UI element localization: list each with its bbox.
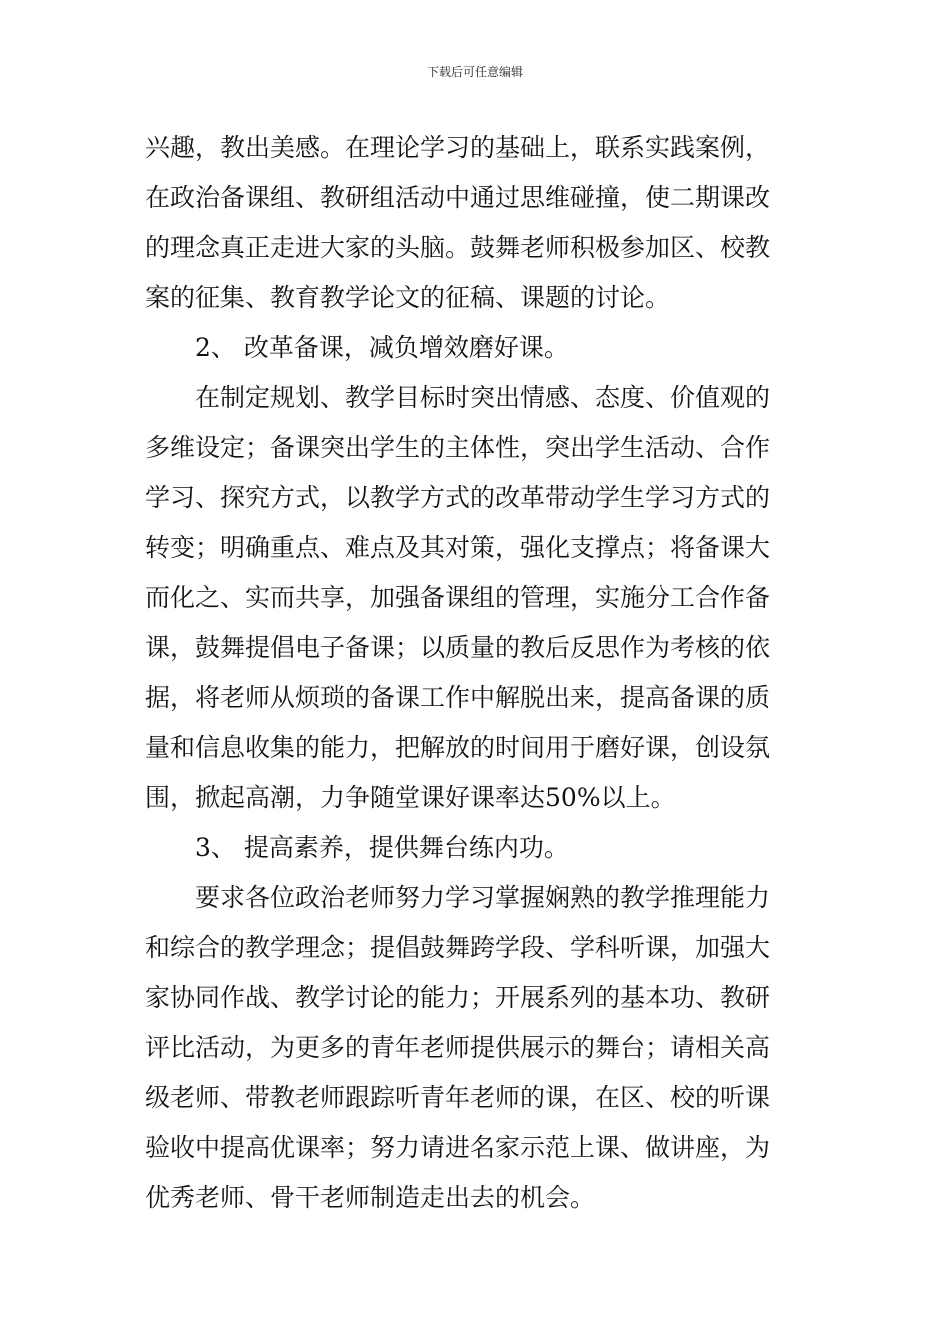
body-line: 兴趣，教出美感。在理论学习的基础上，联系实践案例， (145, 133, 771, 162)
body-line: 评比活动，为更多的青年老师提供展示的舞台；请相关高 (145, 1033, 771, 1062)
body-line: 验收中提高优课率；努力请进名家示范上课、做讲座，为 (145, 1133, 771, 1162)
body-line: 在制定规划、教学目标时突出情感、态度、价值观的 (195, 383, 771, 412)
body-line: 案的征集、教育教学论文的征稿、课题的讨论。 (145, 283, 671, 312)
body-line: 转变；明确重点、难点及其对策，强化支撑点；将备课大 (145, 533, 771, 562)
body-line: 而化之、实而共享，加强备课组的管理，实施分工合作备 (145, 583, 771, 612)
body-line: 课，鼓舞提倡电子备课；以质量的教后反思作为考核的依 (145, 633, 771, 662)
body-line: 学习、探究方式，以教学方式的改革带动学生学习方式的 (145, 483, 771, 512)
body-line: 围，掀起高潮，力争随堂课好课率达50%以上。 (145, 783, 676, 812)
body-line: 和综合的教学理念；提倡鼓舞跨学段、学科听课，加强大 (145, 933, 771, 962)
body-line: 家协同作战、教学讨论的能力；开展系列的基本功、教研 (145, 983, 771, 1012)
body-line: 级老师、带教老师跟踪听青年老师的课，在区、校的听课 (145, 1083, 771, 1112)
body-line: 多维设定；备课突出学生的主体性，突出学生活动、合作 (145, 433, 771, 462)
body-line: 在政治备课组、教研组活动中通过思维碰撞，使二期课改 (145, 183, 771, 212)
section-heading-2: 2、 改革备课，减负增效磨好课。 (195, 333, 569, 362)
body-line: 量和信息收集的能力，把解放的时间用于磨好课，创设氛 (145, 733, 771, 762)
section-heading-3: 3、 提高素养，提供舞台练内功。 (195, 833, 569, 862)
body-line: 优秀老师、骨干老师制造走出去的机会。 (145, 1183, 596, 1212)
body-line: 据，将老师从烦琐的备课工作中解脱出来，提高备课的质 (145, 683, 771, 712)
page-header: 下载后可任意编辑 (426, 65, 523, 79)
body-line: 要求各位政治老师努力学习掌握娴熟的教学推理能力 (195, 883, 771, 912)
document-body (145, 128, 810, 1228)
body-line: 的理念真正走进大家的头脑。鼓舞老师积极参加区、校教 (145, 233, 771, 262)
